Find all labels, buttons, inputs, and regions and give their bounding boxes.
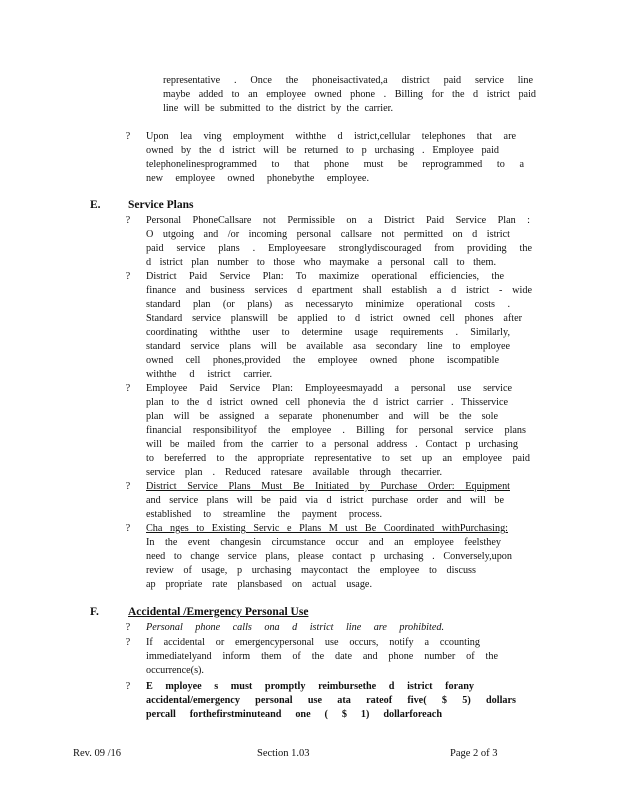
bullet-icon: ? — [125, 383, 131, 394]
item-line: plan to the d istrict owned cell phonevia the d istrict carrier . Thisservice — [146, 397, 508, 408]
termination-line-2: owned by the d istrict will be returned to p urchasing . Employee paid — [146, 145, 499, 156]
termination-line-4: new employee owned phonebythe employee. — [146, 173, 369, 184]
item-line: Personal PhoneCallsare not Permissible on a District Paid Service Plan : — [146, 215, 530, 226]
item-line: Employee Paid Service Plan: Employeesmayadd a personal use service — [146, 383, 512, 394]
item-line: occurrence(s). — [146, 665, 204, 676]
termination-line-1: Upon lea ving employment withthe d istrict,cellular telephones that are — [146, 131, 516, 142]
item-line: E mployee s must promptly reimbursethe d istrict forany — [146, 681, 474, 692]
item-line: immediatelyand inform them of the date and phone number of the — [146, 651, 498, 662]
bullet-icon: ? — [125, 637, 131, 648]
item-line: plan will be assigned a separate phonenumber and will be the sole — [146, 411, 498, 422]
intro-line-1: representative . Once the phoneisactivated,a district paid service line — [163, 75, 533, 86]
item-line: coordinating withthe user to determine usage requirements . Similarly, — [146, 327, 510, 338]
item-line: to bereferred to the appropriate representative to set up an employee paid — [146, 453, 530, 464]
item-line: Personal phone calls ona d istrict line are prohibited. — [146, 622, 444, 633]
item-line: O utgoing and /or incoming personal callsare not permitted on d istrict — [146, 229, 510, 240]
item-line: District Paid Service Plan: To maximize operational efficiencies, the — [146, 271, 504, 282]
item-line: d istrict plan number to those who maymake a personal call to them. — [146, 257, 496, 268]
intro-line-2: maybe added to an employee owned phone . Billing for the d istrict paid — [163, 89, 536, 100]
section-e-letter: E. — [90, 199, 101, 211]
termination-line-3: telephonelinesprogrammed to that phone must be reprogrammed to a — [146, 159, 524, 170]
footer-revision: Rev. 09 /16 — [73, 748, 122, 759]
item-line: owned cell phones,provided the employee owned phone iscompatible — [146, 355, 499, 366]
item-line: and service plans will be paid via d istrict purchase order and will be — [146, 495, 504, 506]
bullet-icon: ? — [125, 622, 131, 633]
item-line: standard plan (or plans) as necessaryto minimize operational costs . — [146, 299, 510, 310]
item-line: paid service plans . Employeesare stronglydiscouraged from providing the — [146, 243, 532, 254]
intro-line-3: line will be submitted to the district by the carrier. — [163, 103, 393, 114]
item-line: will be mailed from the carrier to a personal address . Contact p urchasing — [146, 439, 518, 450]
bullet-icon: ? — [125, 523, 131, 534]
item-line: established to streamline the payment process. — [146, 509, 382, 520]
item-line: service plan . Reduced ratesare available through thecarrier. — [146, 467, 442, 478]
item-line: percall forthefirstminuteand one ( $ 1) dollarforeach — [146, 709, 442, 720]
bullet-icon: ? — [125, 131, 131, 142]
section-f-letter: F. — [90, 606, 99, 618]
item-line: need to change service plans, please contact p urchasing . Conversely,upon — [146, 551, 512, 562]
item-line: financial responsibilityof the employee . Billing for personal service plans — [146, 425, 526, 436]
bullet-icon: ? — [125, 271, 131, 282]
item-line: District Service Plans Must Be Initiated by Purchase Order: Equipment — [146, 481, 510, 492]
item-line: Cha nges to Existing Servic e Plans M ust Be Coordinated withPurchasing: — [146, 523, 508, 534]
section-e-title: Service Plans — [128, 199, 194, 211]
item-line: withthe d istrict carrier. — [146, 369, 272, 380]
bullet-icon: ? — [125, 481, 131, 492]
bullet-icon: ? — [125, 681, 131, 692]
item-line: ap propriate rate plansbased on actual usage. — [146, 579, 372, 590]
item-line: finance and business services d epartment shall establish a d istrict - wide — [146, 285, 532, 296]
item-line: If accidental or emergencypersonal use occurs, notify a ccounting — [146, 637, 480, 648]
item-line: In the event changesin circumstance occur and an employee feelsthey — [146, 537, 501, 548]
item-line: accidental/emergency personal use ata rateof five( $ 5) dollars — [146, 695, 516, 706]
footer-page-number: Page 2 of 3 — [450, 748, 498, 759]
bullet-icon: ? — [125, 215, 131, 226]
item-line: Standard service planswill be applied to d istrict owned cell phones after — [146, 313, 522, 324]
footer-section: Section 1.03 — [257, 748, 310, 759]
item-line: review of usage, p urchasing maycontact the employee to discuss — [146, 565, 476, 576]
item-line: standard service plans will be available asa secondary line to employee — [146, 341, 510, 352]
section-f-title: Accidental /Emergency Personal Use — [128, 606, 309, 618]
